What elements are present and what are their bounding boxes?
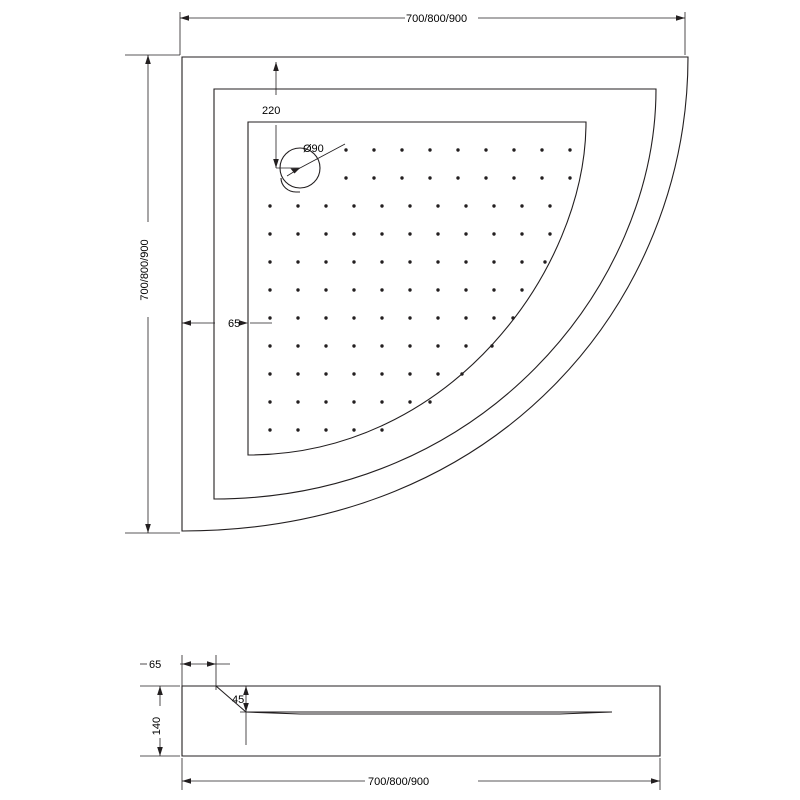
side-width-label: 700/800/900	[368, 776, 430, 788]
side-edge-width-label: 65	[149, 659, 162, 671]
drain-diameter-label: Ø90	[303, 143, 324, 155]
side-total-height-label: 140	[151, 716, 163, 736]
top-width-label: 700/800/900	[406, 13, 468, 25]
top-edge-width-label: 65	[228, 318, 241, 330]
top-height-label: 700/800/900	[139, 239, 151, 301]
side-inner-depth-label: 45	[232, 694, 245, 706]
drain-offset-label: 220	[262, 105, 281, 117]
